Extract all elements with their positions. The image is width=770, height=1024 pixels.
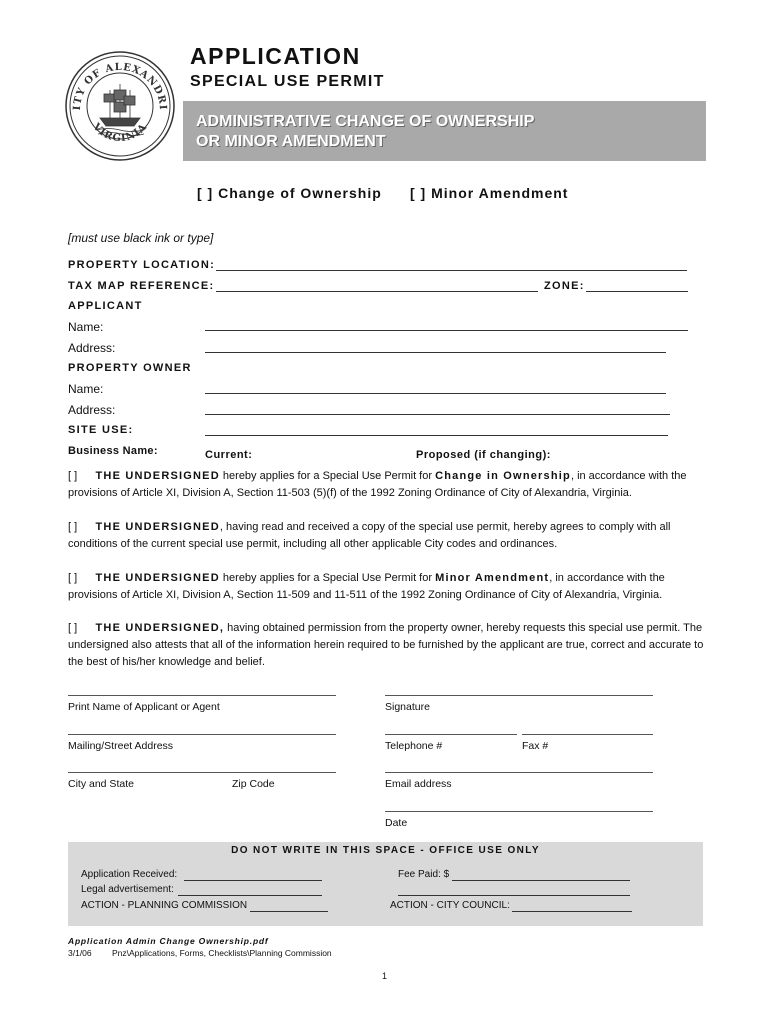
- statement-text: hereby applies for a Special Use Permit for: [219, 470, 436, 482]
- tax-map-reference-field[interactable]: [216, 291, 538, 292]
- fax-field[interactable]: [522, 734, 653, 735]
- city-seal-logo: [64, 50, 176, 162]
- action-planning-label: ACTION - PLANNING COMMISSION: [81, 900, 248, 911]
- applicant-heading: APPLICANT: [68, 300, 143, 312]
- banner-text: [196, 112, 696, 152]
- proposed-label: Proposed (if changing):: [416, 449, 551, 461]
- statement-text: , in accordance with the provisions of Article XI, Division A, Section 11-509 and 11-511 of the 1992 Zoning Ordinance of City of Alexandria, Virginia.: [68, 572, 665, 601]
- application-received-field[interactable]: [184, 880, 322, 881]
- city-state-zip-field[interactable]: [68, 772, 336, 773]
- statement-text: having obtained permission from the property owner, hereby requests this special use permit. The undersigned also attests that all of the information herein required to be furnished by the applicant are true, correct and accurate to the best of his/her knowledge and belief.: [68, 622, 704, 668]
- site-use-label: SITE USE:: [68, 424, 134, 436]
- statement-lead: THE UNDERSIGNED: [95, 470, 220, 482]
- property-location-label: PROPERTY LOCATION:: [68, 259, 216, 271]
- statement-minor-amendment: [68, 570, 708, 604]
- statement-agree-comply: [68, 519, 708, 553]
- signature-label: Signature: [385, 701, 430, 713]
- office-use-heading: DO NOT WRITE IN THIS SPACE - OFFICE USE ONLY: [231, 845, 540, 856]
- date-label: Date: [385, 817, 408, 829]
- telephone-field[interactable]: [385, 734, 517, 735]
- telephone-label: Telephone #: [385, 740, 443, 752]
- footer-filename: Application Admin Change Ownership.pdf: [68, 936, 269, 946]
- owner-name-label: Name:: [68, 382, 104, 396]
- tax-map-reference-label: TAX MAP REFERENCE:: [68, 280, 215, 292]
- action-planning-field[interactable]: [250, 911, 328, 912]
- legal-advertisement-field[interactable]: [178, 895, 322, 896]
- footer-path: Pnz\Applications, Forms, Checklists\Planning Commission: [112, 948, 332, 958]
- applicant-name-field[interactable]: [205, 330, 688, 331]
- applicant-address-label: Address:: [68, 341, 116, 355]
- statement-lead: THE UNDERSIGNED: [95, 521, 220, 533]
- statement-text: hereby applies for a Special Use Permit for: [219, 572, 436, 584]
- seal-ring-top-text: ITY OF ALEXANDRI: [71, 61, 169, 111]
- ink-instruction: [must use black ink or type]: [68, 231, 214, 245]
- banner-line-2: OR MINOR AMENDMENT: [196, 133, 386, 150]
- zip-code-label: Zip Code: [232, 778, 275, 790]
- owner-address-label: Address:: [68, 403, 116, 417]
- statement-checkbox[interactable]: [ ]: [68, 521, 78, 533]
- print-name-label: Print Name of Applicant or Agent: [68, 701, 220, 713]
- action-council-field[interactable]: [512, 911, 632, 912]
- owner-address-field[interactable]: [205, 414, 670, 415]
- office-blank-field[interactable]: [398, 895, 630, 896]
- fax-label: Fax #: [522, 740, 549, 752]
- print-name-field[interactable]: [68, 695, 336, 696]
- date-field[interactable]: [385, 811, 653, 812]
- change-of-ownership-option[interactable]: [ ] Change of Ownership: [197, 185, 382, 201]
- statement-checkbox[interactable]: [ ]: [68, 622, 78, 634]
- page-title: APPLICATION: [190, 43, 361, 69]
- statement-lead: THE UNDERSIGNED,: [95, 622, 225, 634]
- statement-text: , in accordance with the provisions of Article XI, Division A, Section 11-503 (5)(f) of the 1992 Zoning Ordinance of City of Alexandria, Virginia.: [68, 470, 687, 499]
- minor-amendment-option[interactable]: [ ] Minor Amendment: [410, 185, 569, 201]
- property-owner-heading: PROPERTY OWNER: [68, 362, 192, 374]
- page-number: 1: [382, 971, 388, 981]
- site-use-field[interactable]: [205, 435, 668, 436]
- footer-date: 3/1/06: [68, 948, 92, 958]
- applicant-address-field[interactable]: [205, 352, 666, 353]
- business-name-label: Business Name:: [68, 445, 158, 457]
- statement-lead: THE UNDERSIGNED: [95, 572, 220, 584]
- statement-checkbox[interactable]: [ ]: [68, 572, 78, 584]
- property-location-field[interactable]: [216, 270, 687, 271]
- statement-permission: [68, 620, 708, 671]
- banner-line-1: ADMINISTRATIVE CHANGE OF OWNERSHIP: [196, 113, 535, 130]
- statement-change-ownership: [68, 468, 708, 502]
- zone-field[interactable]: [586, 291, 688, 292]
- owner-name-field[interactable]: [205, 393, 666, 394]
- current-label: Current:: [205, 449, 253, 461]
- mailing-address-label: Mailing/Street Address: [68, 740, 174, 752]
- applicant-name-label: Name:: [68, 320, 104, 334]
- application-received-label: Application Received:: [81, 869, 178, 880]
- signature-field[interactable]: [385, 695, 653, 696]
- seal-ring-bottom-text: VIRGINIA: [90, 121, 150, 145]
- statement-checkbox[interactable]: [ ]: [68, 470, 78, 482]
- fee-paid-field[interactable]: [452, 880, 630, 881]
- fee-paid-label: Fee Paid: $: [398, 869, 450, 880]
- legal-advertisement-label: Legal advertisement:: [81, 884, 174, 895]
- statement-emphasis: Minor Amendment: [435, 572, 550, 584]
- city-state-label: City and State: [68, 778, 134, 790]
- mailing-address-field[interactable]: [68, 734, 336, 735]
- email-field[interactable]: [385, 772, 653, 773]
- action-council-label: ACTION - CITY COUNCIL:: [390, 900, 510, 911]
- statement-text: , having read and received a copy of the special use permit, hereby agrees to comply with all conditions of the current special use permit, including all other applicable City codes and ordinances.: [68, 521, 671, 550]
- statement-emphasis: Change in Ownership: [435, 470, 571, 482]
- zone-label: ZONE:: [544, 280, 585, 292]
- page-subtitle: SPECIAL USE PERMIT: [190, 73, 385, 90]
- email-label: Email address: [385, 778, 452, 790]
